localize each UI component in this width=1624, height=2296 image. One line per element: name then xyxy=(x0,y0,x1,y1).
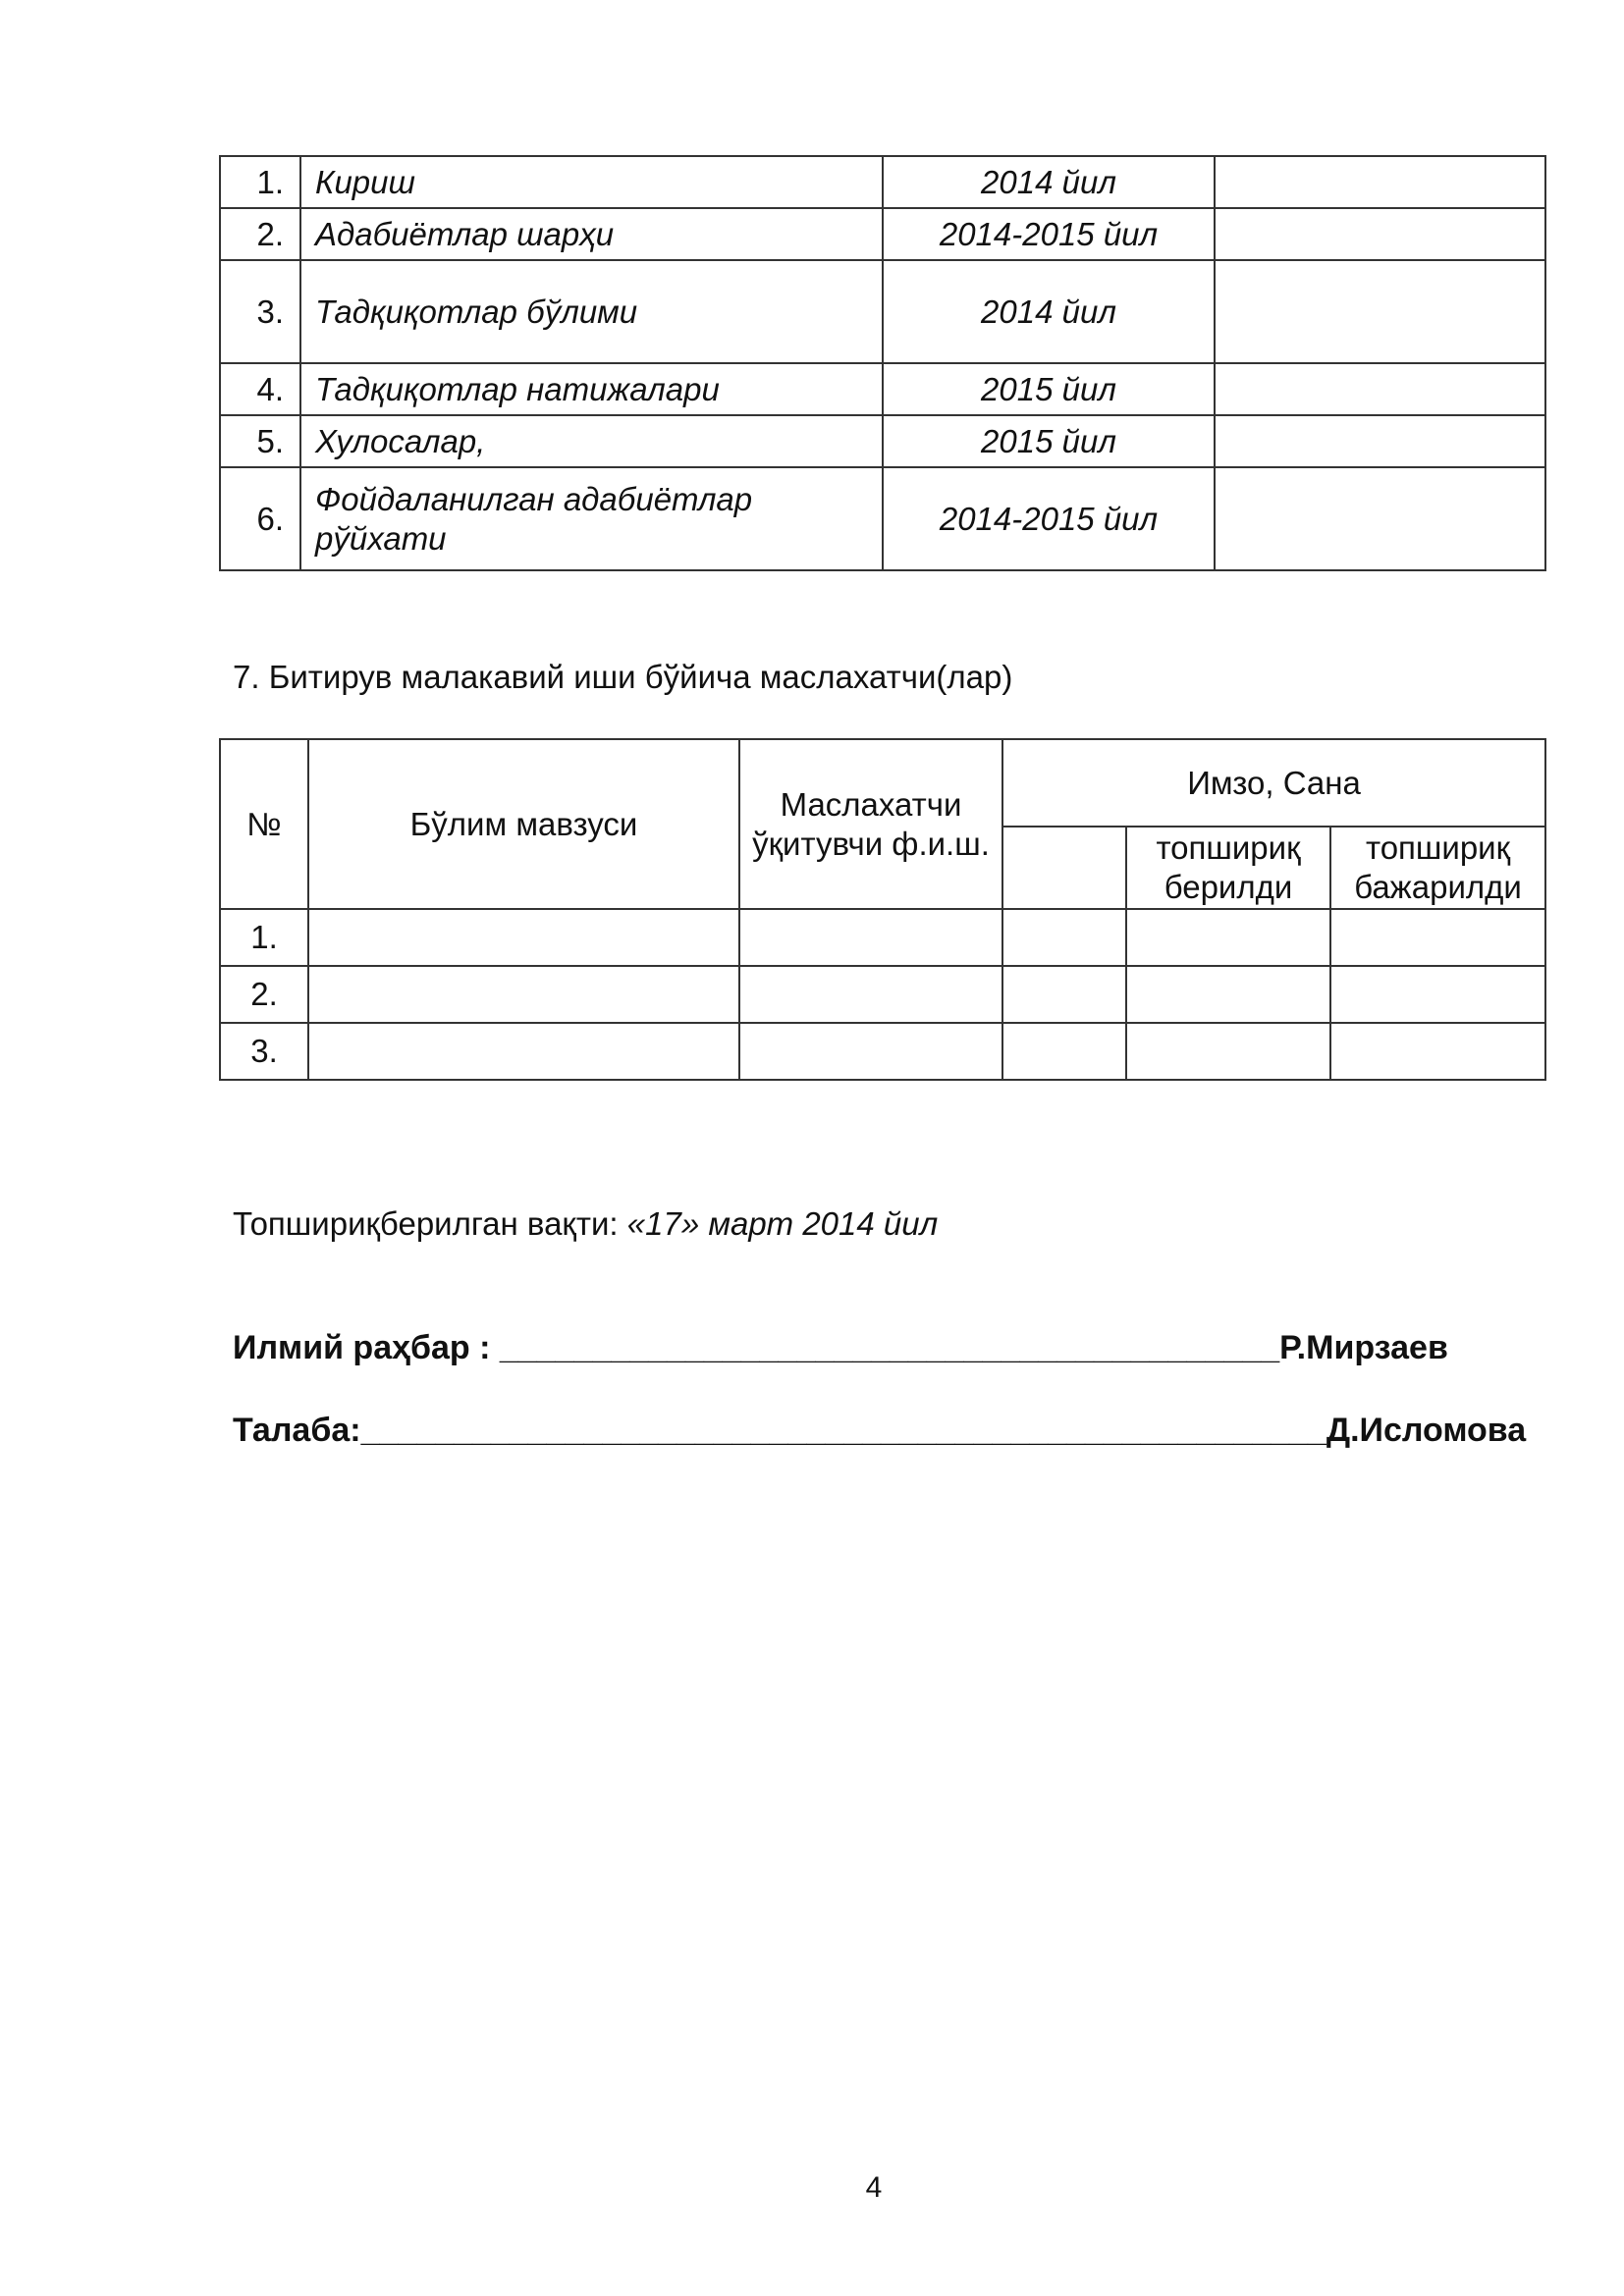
assignment-date-line xyxy=(233,1204,938,1244)
table-row xyxy=(220,415,1545,467)
signature-date-cell xyxy=(1002,909,1126,966)
stage-title: Тадқиқотлар натижалари xyxy=(300,363,883,415)
stage-period: 2014 йил xyxy=(883,260,1215,363)
signature-date-cell xyxy=(1002,1023,1126,1080)
row-number: 2. xyxy=(220,966,308,1023)
section-topic-cell xyxy=(308,909,739,966)
header-row xyxy=(220,739,1545,827)
table-row xyxy=(220,208,1545,260)
stage-period: 2015 йил xyxy=(883,363,1215,415)
table-row xyxy=(220,156,1545,208)
assignment-date-label: Топшириқберилган вақти: xyxy=(233,1205,627,1242)
header-consultant-line2: ўқитувчи ф.и.ш. xyxy=(752,825,990,862)
stage-title: Адабиётлар шарҳи xyxy=(300,208,883,260)
table-row xyxy=(220,260,1545,363)
stage-note xyxy=(1215,156,1545,208)
header-number: № xyxy=(220,739,308,909)
stage-period: 2014-2015 йил xyxy=(883,208,1215,260)
header-empty-cell xyxy=(1002,827,1126,909)
stage-title: Кириш xyxy=(300,156,883,208)
row-number: 3. xyxy=(220,1023,308,1080)
row-number: 3. xyxy=(220,260,300,363)
supervisor-signature-line: Илмий раҳбар : __________________________________________Р.Мирзаев xyxy=(233,1329,1448,1366)
header-section-topic: Бўлим мавзуси xyxy=(308,739,739,909)
consultant-cell xyxy=(739,1023,1002,1080)
section-topic-cell xyxy=(308,1023,739,1080)
signature-date-cell xyxy=(1002,966,1126,1023)
assignment-date-value: «17» март 2014 йил xyxy=(626,1205,939,1242)
header-task-given-line1: топшириқ xyxy=(1156,829,1301,866)
header-consultant xyxy=(739,739,1002,909)
stage-period: 2015 йил xyxy=(883,415,1215,467)
task-given-cell xyxy=(1126,1023,1330,1080)
consultants-table xyxy=(219,738,1546,1081)
stage-period: 2014 йил xyxy=(883,156,1215,208)
row-number: 1. xyxy=(220,156,300,208)
row-number: 5. xyxy=(220,415,300,467)
schedule-table xyxy=(219,155,1546,571)
stage-note xyxy=(1215,467,1545,570)
task-given-cell xyxy=(1126,966,1330,1023)
header-task-done-line2: бажарилди xyxy=(1354,869,1522,905)
task-done-cell xyxy=(1330,909,1545,966)
task-done-cell xyxy=(1330,966,1545,1023)
stage-note xyxy=(1215,208,1545,260)
stage-title: Тадқиқотлар бўлими xyxy=(300,260,883,363)
consultant-cell xyxy=(739,966,1002,1023)
consultants-heading: 7. Битирув малакавий иши бўйича маслахатчи(лар) xyxy=(233,659,1013,695)
task-given-cell xyxy=(1126,909,1330,966)
header-signature-date: Имзо, Сана xyxy=(1002,739,1545,827)
stage-note xyxy=(1215,415,1545,467)
page-number: 4 xyxy=(865,2171,883,2204)
header-task-done-line1: топшириқ xyxy=(1365,829,1511,866)
task-done-cell xyxy=(1330,1023,1545,1080)
stage-note xyxy=(1215,363,1545,415)
row-number: 4. xyxy=(220,363,300,415)
section-topic-cell xyxy=(308,966,739,1023)
stage-period: 2014-2015 йил xyxy=(883,467,1215,570)
header-task-done xyxy=(1330,827,1545,909)
table-row xyxy=(220,909,1545,966)
stage-title: Хулосалар, xyxy=(300,415,883,467)
table-row xyxy=(220,467,1545,570)
table-row xyxy=(220,1023,1545,1080)
row-number: 2. xyxy=(220,208,300,260)
student-signature-line: Талаба:____________________________________________________Д.Исломова xyxy=(233,1412,1527,1449)
stage-note xyxy=(1215,260,1545,363)
table-row xyxy=(220,363,1545,415)
consultant-cell xyxy=(739,909,1002,966)
row-number: 6. xyxy=(220,467,300,570)
header-task-given-line2: берилди xyxy=(1164,869,1293,905)
stage-title: Фойдаланилган адабиётлар рўйхати xyxy=(300,467,883,570)
row-number: 1. xyxy=(220,909,308,966)
header-task-given xyxy=(1126,827,1330,909)
table-row xyxy=(220,966,1545,1023)
header-consultant-line1: Маслахатчи xyxy=(780,785,962,823)
